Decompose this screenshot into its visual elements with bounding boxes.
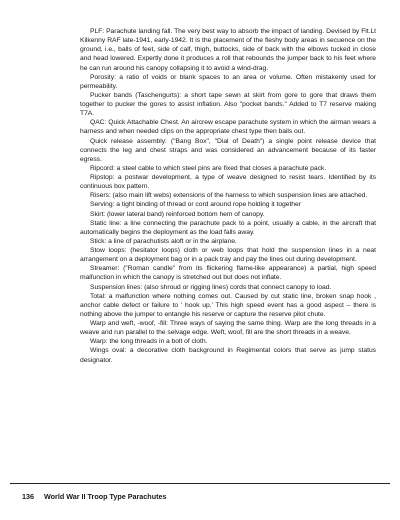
glossary-entry-pucker-bands: Pucker bands (Taschengurts): a short tape sewn at skirt from gore to gore that draws them together to pucker the gores to assist inflation. Also "pocket bands." Added to T7 reserve making T7A. <box>80 91 376 118</box>
footer-rule <box>10 483 390 484</box>
glossary-entry-total: Total: a malfunction where nothing comes out. Caused by cut static line, broken snap hook , anchor cable defect or failure to ' hook up.' This high speed event has a good aspect – there is nothing above the jumper to entangle his reserve or capture the reserve pilot chute. <box>80 292 376 318</box>
glossary-entry-warp: Warp: the long threads in a bolt of cloth. <box>90 338 208 346</box>
book-title: World War II Troop Type Parachutes <box>44 492 167 501</box>
glossary-entry-streamer: Streamer: ("Roman candle" from its flickering flame-like appearance) a partial, high speed malfunction in which the canopy is stretched out but does not inflate. <box>80 265 376 282</box>
glossary-entry-stick: Stick: a line of parachutists aloft or in the airplane. <box>90 237 237 245</box>
glossary-entry-stow-loops: Stow loops: (hesitator loops) cloth or web loops that hold the suspension lines in a neat arrangement on a deployment bag or in a pack tray and pay the lines out during development. <box>80 247 376 264</box>
glossary-entry-wings-oval: Wings oval: a decorative cloth background in Regimental colors that serve as jump status designator. <box>80 347 376 364</box>
glossary-entry-quick-release: Quick release assembly: ("Bang Box", "Dial of Death") a single point release device that connects the leg and chest straps and was considered an advancement because of its faster egress. <box>80 137 376 163</box>
glossary-entry-ripcord: Ripcord: a steel cable to which steel pins are fixed that closes a parachute pack. <box>90 164 327 172</box>
page-footer <box>22 492 166 501</box>
glossary-entry-porosity: Porosity: a ratio of voids or blank spaces to an area or volume. Often mistakenly used for permeability. <box>80 73 376 90</box>
glossary-entry-ripstop: Ripstop: a postwar development, a type of weave designed to resist tears. Identified by its continuous box pattern. <box>80 174 376 191</box>
page-number: 136 <box>22 492 34 501</box>
glossary-entry-suspension-lines: Suspension lines: (also shroud or rigging lines) cords that connect canopy to load. <box>90 283 332 291</box>
glossary-entry-serving: Serving: a tight binding of thread or cord around rope holding it together <box>90 201 301 209</box>
glossary-entry-risers: Risers: (also main lift webs) extensions of the harness to which suspension lines are attached. <box>90 192 368 200</box>
glossary-entry-static-line: Static line: a line connecting the parachute pack to a point, usually a cable, in the aircraft that automatically begins the deployment as the load falls away. <box>80 219 376 236</box>
glossary-entries <box>80 27 376 365</box>
glossary-entry-plf: PLF: Parachute landing fall. The very best way to absorb the impact of landing. Devised by Flt.Lt Kilkenny RAF late-1941, early-1942. It is the placement of the fleshy body areas in secuence on the ground, i.e., balls of feet, side of calf, thigh, buttocks, side of back with the elbows tucked in close and head lowered. Expertly done it produces a roll that rebounds the jumper back to his feet where he can run around his canopy collapsing it to avoid a wind-drag. <box>80 28 376 72</box>
glossary-entry-warp-and-weft: Warp and weft, -woof, -fill: Three ways of saying the same thing. Warp are the long threads in a weave and run parallel to the selvage edge. Weft, woof, fill are the short threads in a weave. <box>80 320 376 337</box>
glossary-entry-skirt: Skirt: (lower lateral band) reinforced bottom hem of canopy. <box>90 210 265 218</box>
glossary-entry-qac: QAC: Quick Attachable Chest. An aircrew escape parachute system in which the airman wears a harness and when needed clips on the appropriate chest type then bails out. <box>80 119 376 136</box>
